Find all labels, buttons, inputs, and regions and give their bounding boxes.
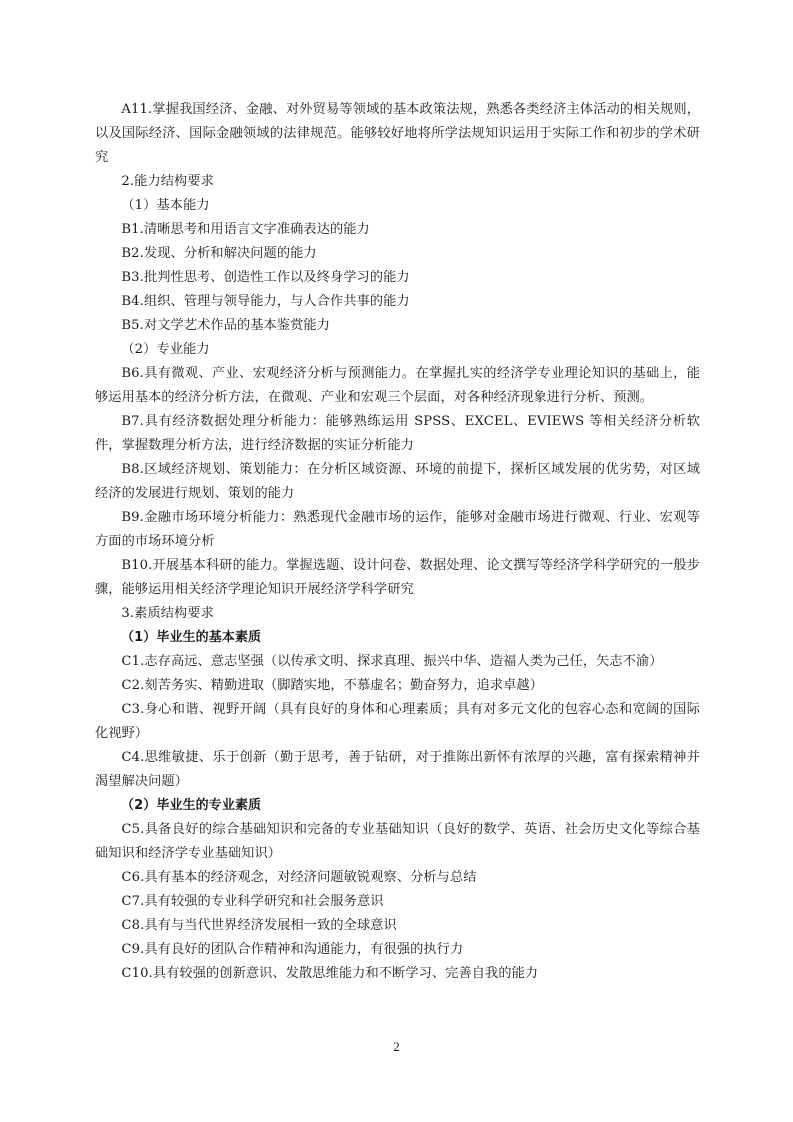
item-b7: B7.具有经济数据处理分析能力：能够熟练运用 SPSS、EXCEL、EVIEWS 等相关经济分析软件，掌握数理分析方法，进行经济数据的实证分析能力: [95, 414, 700, 453]
item-c3: C3.身心和谐、视野开阔（具有良好的身体和心理素质；具有对多元文化的包容心态和宽阔的国际化视野）: [95, 702, 700, 741]
item-b6: B6.具有微观、产业、宏观经济分析与预测能力。在掌握扎实的经济学专业理论知识的基础上，能够运用基本的经济分析方法，在微观、产业和宏观三个层面，对各种经济现象进行分析、预测。: [95, 366, 700, 405]
item-c10: C10.具有较强的创新意识、发散思维能力和不断学习、完善自我的能力: [121, 966, 539, 981]
heading-quality-requirements: 3.素质结构要求: [121, 606, 214, 621]
item-b3: B3.批判性思考、创造性工作以及终身学习的能力: [121, 270, 410, 285]
page-number: 2: [393, 1039, 400, 1054]
subheading-professional-quality: （2）毕业生的专业素质: [121, 798, 262, 813]
subheading-basic-ability: （1）基本能力: [121, 198, 210, 213]
item-c5: C5.具备良好的综合基础知识和完备的专业基础知识（良好的数学、英语、社会历史文化等综合基础知识和经济学专业基础知识）: [95, 822, 700, 861]
item-c7: C7.具有较强的专业科学研究和社会服务意识: [121, 894, 384, 909]
paragraph-a11: A11.掌握我国经济、金融、对外贸易等领域的基本政策法规，熟悉各类经济主体活动的相关规则，以及国际经济、国际金融领域的法律规范。能够较好地将所学法规知识运用于实际工作和初步的学术研究: [95, 102, 700, 165]
item-c1: C1.志存高远、意志坚强（以传承文明、探求真理、振兴中华、造福人类为己任，矢志不渝）: [121, 654, 663, 669]
item-b10: B10.开展基本科研的能力。掌握选题、设计问卷、数据处理、论文撰写等经济学科学研究的一般步骤，能够运用相关经济学理论知识开展经济学科学研究: [95, 558, 700, 597]
item-b2: B2.发现、分析和解决问题的能力: [121, 246, 317, 261]
item-c2: C2.刻苦务实、精勤进取（脚踏实地，不慕虚名；勤奋努力，追求卓越）: [121, 678, 543, 693]
item-b1: B1.清晰思考和用语言文字准确表达的能力: [121, 222, 370, 237]
item-c6: C6.具有基本的经济观念，对经济问题敏锐观察、分析与总结: [121, 870, 477, 885]
item-c4: C4.思维敏捷、乐于创新（勤于思考，善于钻研，对于推陈出新怀有浓厚的兴趣，富有探索精神并渴望解决问题）: [95, 750, 700, 789]
item-b4: B4.组织、管理与领导能力，与人合作共事的能力: [121, 294, 410, 309]
document-body: [95, 98, 700, 986]
item-c8: C8.具有与当代世界经济发展相一致的全球意识: [121, 918, 397, 933]
item-b8: B8.区域经济规划、策划能力：在分析区域资源、环境的前提下，探析区域发展的优劣势，对区域经济的发展进行规划、策划的能力: [95, 462, 700, 501]
item-c9: C9.具有良好的团队合作精神和沟通能力，有很强的执行力: [121, 942, 464, 957]
subheading-professional-ability: （2）专业能力: [121, 342, 210, 357]
subheading-basic-quality: （1）毕业生的基本素质: [121, 630, 262, 645]
item-b5: B5.对文学艺术作品的基本鉴赏能力: [121, 318, 330, 333]
item-b9: B9.金融市场环境分析能力：熟悉现代金融市场的运作，能够对金融市场进行微观、行业、宏观等方面的市场环境分析: [95, 510, 700, 549]
heading-ability-requirements: 2.能力结构要求: [121, 174, 214, 189]
